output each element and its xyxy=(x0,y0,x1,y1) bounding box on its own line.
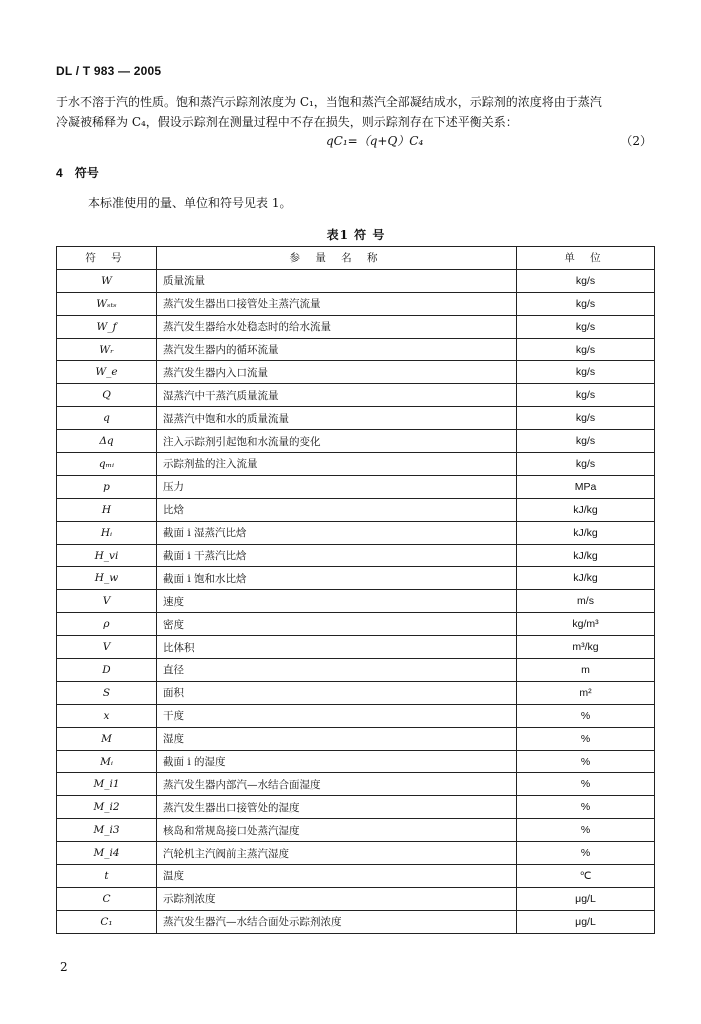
table-row xyxy=(57,292,655,315)
table-row xyxy=(57,544,655,567)
unit-cell: kJ/kg xyxy=(517,521,655,544)
symbols-table xyxy=(56,246,655,934)
table-row xyxy=(57,269,655,292)
table-body xyxy=(57,269,655,933)
table-row xyxy=(57,659,655,682)
symbol-cell: H_w xyxy=(57,567,157,590)
symbol-cell: p xyxy=(57,475,157,498)
name-cell: 湿蒸汽中干蒸汽质量流量 xyxy=(157,384,517,407)
equation: qC₁=（q+Q）C₄ xyxy=(326,134,424,148)
paragraph-line: 于水不溶于汽的性质。饱和蒸汽示踪剂浓度为 C₁，当饱和蒸汽全部凝结成水，示踪剂的浓度将由于蒸汽 xyxy=(56,95,602,109)
symbol-cell: W_f xyxy=(57,315,157,338)
name-cell: 截面 i 湿蒸汽比焓 xyxy=(157,521,517,544)
symbol-cell: Δq xyxy=(57,430,157,453)
unit-cell: kg/s xyxy=(517,315,655,338)
symbol-cell: H_vi xyxy=(57,544,157,567)
table-row xyxy=(57,819,655,842)
table-row xyxy=(57,361,655,384)
unit-cell: % xyxy=(517,727,655,750)
name-cell: 蒸汽发生器汽—水结合面处示踪剂浓度 xyxy=(157,910,517,933)
symbol-cell: V xyxy=(57,590,157,613)
name-cell: 密度 xyxy=(157,613,517,636)
symbol-cell: S xyxy=(57,681,157,704)
symbol-cell: C xyxy=(57,887,157,910)
unit-cell: % xyxy=(517,773,655,796)
table-row xyxy=(57,567,655,590)
name-cell: 蒸汽发生器给水处稳态时的给水流量 xyxy=(157,315,517,338)
unit-cell: m³/kg xyxy=(517,636,655,659)
unit-cell: ℃ xyxy=(517,865,655,888)
unit-cell: m/s xyxy=(517,590,655,613)
unit-cell: % xyxy=(517,750,655,773)
header-symbol: 符 号 xyxy=(57,247,157,270)
symbol-cell: C₁ xyxy=(57,910,157,933)
name-cell: 温度 xyxy=(157,865,517,888)
symbol-cell: M_i4 xyxy=(57,842,157,865)
name-cell: 蒸汽发生器内入口流量 xyxy=(157,361,517,384)
symbol-cell: Mᵢ xyxy=(57,750,157,773)
table-row xyxy=(57,498,655,521)
unit-cell: kg/s xyxy=(517,361,655,384)
symbol-cell: M_i3 xyxy=(57,819,157,842)
paragraph xyxy=(56,92,656,132)
symbol-cell: Wₛₜₛ xyxy=(57,292,157,315)
name-cell: 速度 xyxy=(157,590,517,613)
unit-cell: kg/s xyxy=(517,453,655,476)
unit-cell: kg/s xyxy=(517,338,655,361)
symbol-cell: V xyxy=(57,636,157,659)
name-cell: 压力 xyxy=(157,475,517,498)
table-row xyxy=(57,887,655,910)
header-name: 参 量 名 称 xyxy=(157,247,517,270)
table-row xyxy=(57,475,655,498)
table-row xyxy=(57,590,655,613)
symbol-cell: M_i2 xyxy=(57,796,157,819)
name-cell: 核岛和常规岛接口处蒸汽湿度 xyxy=(157,819,517,842)
symbol-cell: Hᵢ xyxy=(57,521,157,544)
unit-cell: % xyxy=(517,819,655,842)
symbol-cell: x xyxy=(57,704,157,727)
unit-cell: kg/s xyxy=(517,269,655,292)
symbol-cell: t xyxy=(57,865,157,888)
paragraph-line: 冷凝被稀释为 C₄，假设示踪剂在测量过程中不存在损失，则示踪剂存在下述平衡关系： xyxy=(56,115,518,129)
unit-cell: μg/L xyxy=(517,887,655,910)
section-number: 4 xyxy=(56,166,63,180)
name-cell: 汽轮机主汽阀前主蒸汽湿度 xyxy=(157,842,517,865)
symbol-cell: D xyxy=(57,659,157,682)
table-row xyxy=(57,613,655,636)
section-heading xyxy=(56,164,99,181)
name-cell: 蒸汽发生器出口接管处的湿度 xyxy=(157,796,517,819)
symbol-cell: qₘᵢ xyxy=(57,453,157,476)
unit-cell: m xyxy=(517,659,655,682)
unit-cell: kg/m³ xyxy=(517,613,655,636)
symbol-cell: q xyxy=(57,407,157,430)
name-cell: 蒸汽发生器内部汽—水结合面湿度 xyxy=(157,773,517,796)
table-row xyxy=(57,338,655,361)
unit-cell: kg/s xyxy=(517,407,655,430)
table-header-row xyxy=(57,247,655,270)
unit-cell: % xyxy=(517,842,655,865)
name-cell: 比焓 xyxy=(157,498,517,521)
name-cell: 比体积 xyxy=(157,636,517,659)
table-row xyxy=(57,910,655,933)
symbol-cell: ρ xyxy=(57,613,157,636)
name-cell: 截面 i 饱和水比焓 xyxy=(157,567,517,590)
intro-text: 本标准使用的量、单位和符号见表 1。 xyxy=(88,196,292,210)
name-cell: 面积 xyxy=(157,681,517,704)
name-cell: 直径 xyxy=(157,659,517,682)
table-row xyxy=(57,704,655,727)
unit-cell: % xyxy=(517,796,655,819)
symbol-cell: M xyxy=(57,727,157,750)
name-cell: 蒸汽发生器内的循环流量 xyxy=(157,338,517,361)
table-row xyxy=(57,407,655,430)
standard-code: DL / T 983 — 2005 xyxy=(56,64,162,78)
table-row xyxy=(57,453,655,476)
unit-cell: MPa xyxy=(517,475,655,498)
equation-number: （2） xyxy=(620,134,652,148)
name-cell: 示踪剂盐的注入流量 xyxy=(157,453,517,476)
section-title: 符号 xyxy=(74,166,99,180)
table-row xyxy=(57,384,655,407)
symbol-cell: M_i1 xyxy=(57,773,157,796)
symbol-cell: Q xyxy=(57,384,157,407)
table-row xyxy=(57,430,655,453)
table-row xyxy=(57,681,655,704)
table-row xyxy=(57,796,655,819)
page-number: 2 xyxy=(60,960,68,974)
name-cell: 蒸汽发生器出口接管处主蒸汽流量 xyxy=(157,292,517,315)
symbol-cell: W xyxy=(57,269,157,292)
table-caption: 表1 符 号 xyxy=(326,228,386,242)
symbol-cell: H xyxy=(57,498,157,521)
table-row xyxy=(57,842,655,865)
name-cell: 干度 xyxy=(157,704,517,727)
formula-row xyxy=(56,132,654,150)
name-cell: 截面 i 干蒸汽比焓 xyxy=(157,544,517,567)
table-row xyxy=(57,727,655,750)
unit-cell: kJ/kg xyxy=(517,567,655,590)
table-row xyxy=(57,773,655,796)
name-cell: 截面 i 的湿度 xyxy=(157,750,517,773)
symbol-cell: W_e xyxy=(57,361,157,384)
header-unit: 单 位 xyxy=(517,247,655,270)
table-row xyxy=(57,865,655,888)
table-row xyxy=(57,636,655,659)
table-row xyxy=(57,315,655,338)
name-cell: 湿蒸汽中饱和水的质量流量 xyxy=(157,407,517,430)
unit-cell: kg/s xyxy=(517,384,655,407)
name-cell: 湿度 xyxy=(157,727,517,750)
unit-cell: kg/s xyxy=(517,430,655,453)
unit-cell: % xyxy=(517,704,655,727)
table-row xyxy=(57,521,655,544)
unit-cell: m² xyxy=(517,681,655,704)
unit-cell: kg/s xyxy=(517,292,655,315)
symbol-cell: Wᵣ xyxy=(57,338,157,361)
name-cell: 质量流量 xyxy=(157,269,517,292)
table-row xyxy=(57,750,655,773)
name-cell: 示踪剂浓度 xyxy=(157,887,517,910)
unit-cell: μg/L xyxy=(517,910,655,933)
unit-cell: kJ/kg xyxy=(517,544,655,567)
unit-cell: kJ/kg xyxy=(517,498,655,521)
name-cell: 注入示踪剂引起饱和水流量的变化 xyxy=(157,430,517,453)
